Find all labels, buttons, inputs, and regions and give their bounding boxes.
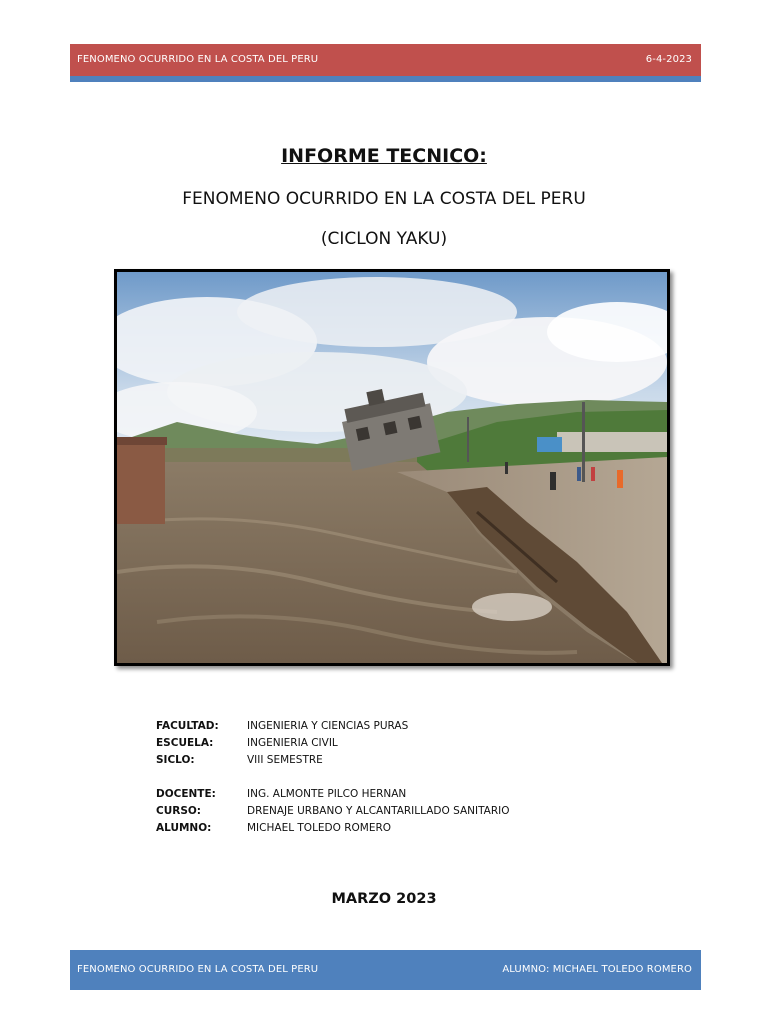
facultad-value: INGENIERIA Y CIENCIAS PURAS <box>247 720 409 732</box>
alumno-label: ALUMNO: <box>156 822 212 834</box>
escuela-label: ESCUELA: <box>156 737 214 749</box>
alumno-value: MICHAEL TOLEDO ROMERO <box>247 822 392 834</box>
document-title: INFORME TECNICO: <box>281 145 487 167</box>
info-row-escuela <box>156 737 510 754</box>
header-date: 6-4-2023 <box>645 54 692 65</box>
facultad-label: FACULTAD: <box>156 720 219 732</box>
curso-value: DRENAJE URBANO Y ALCANTARILLADO SANITARIO <box>247 805 510 817</box>
info-row-facultad <box>156 720 510 737</box>
flood-photo <box>114 269 670 666</box>
document-subtitle-2: (CICLON YAKU) <box>320 229 448 249</box>
header-title: FENOMENO OCURRIDO EN LA COSTA DEL PERU <box>77 54 319 65</box>
escuela-value: INGENIERIA CIVIL <box>247 737 338 749</box>
docente-label: DOCENTE: <box>156 788 216 800</box>
document-date: MARZO 2023 <box>331 891 437 907</box>
info-row-docente <box>156 788 510 805</box>
page-footer <box>70 950 701 990</box>
footer-author: ALUMNO: MICHAEL TOLEDO ROMERO <box>502 964 692 975</box>
siclo-label: SICLO: <box>156 754 195 766</box>
page-header <box>70 44 701 76</box>
footer-title: FENOMENO OCURRIDO EN LA COSTA DEL PERU <box>77 964 319 975</box>
info-row-alumno <box>156 822 510 839</box>
document-subtitle: FENOMENO OCURRIDO EN LA COSTA DEL PERU <box>182 189 586 209</box>
docente-value: ING. ALMONTE PILCO HERNAN <box>247 788 407 800</box>
info-row-curso <box>156 805 510 822</box>
header-divider <box>70 76 701 82</box>
siclo-value: VIII SEMESTRE <box>247 754 323 766</box>
curso-label: CURSO: <box>156 805 202 817</box>
student-info <box>156 720 510 839</box>
info-row-siclo <box>156 754 510 771</box>
